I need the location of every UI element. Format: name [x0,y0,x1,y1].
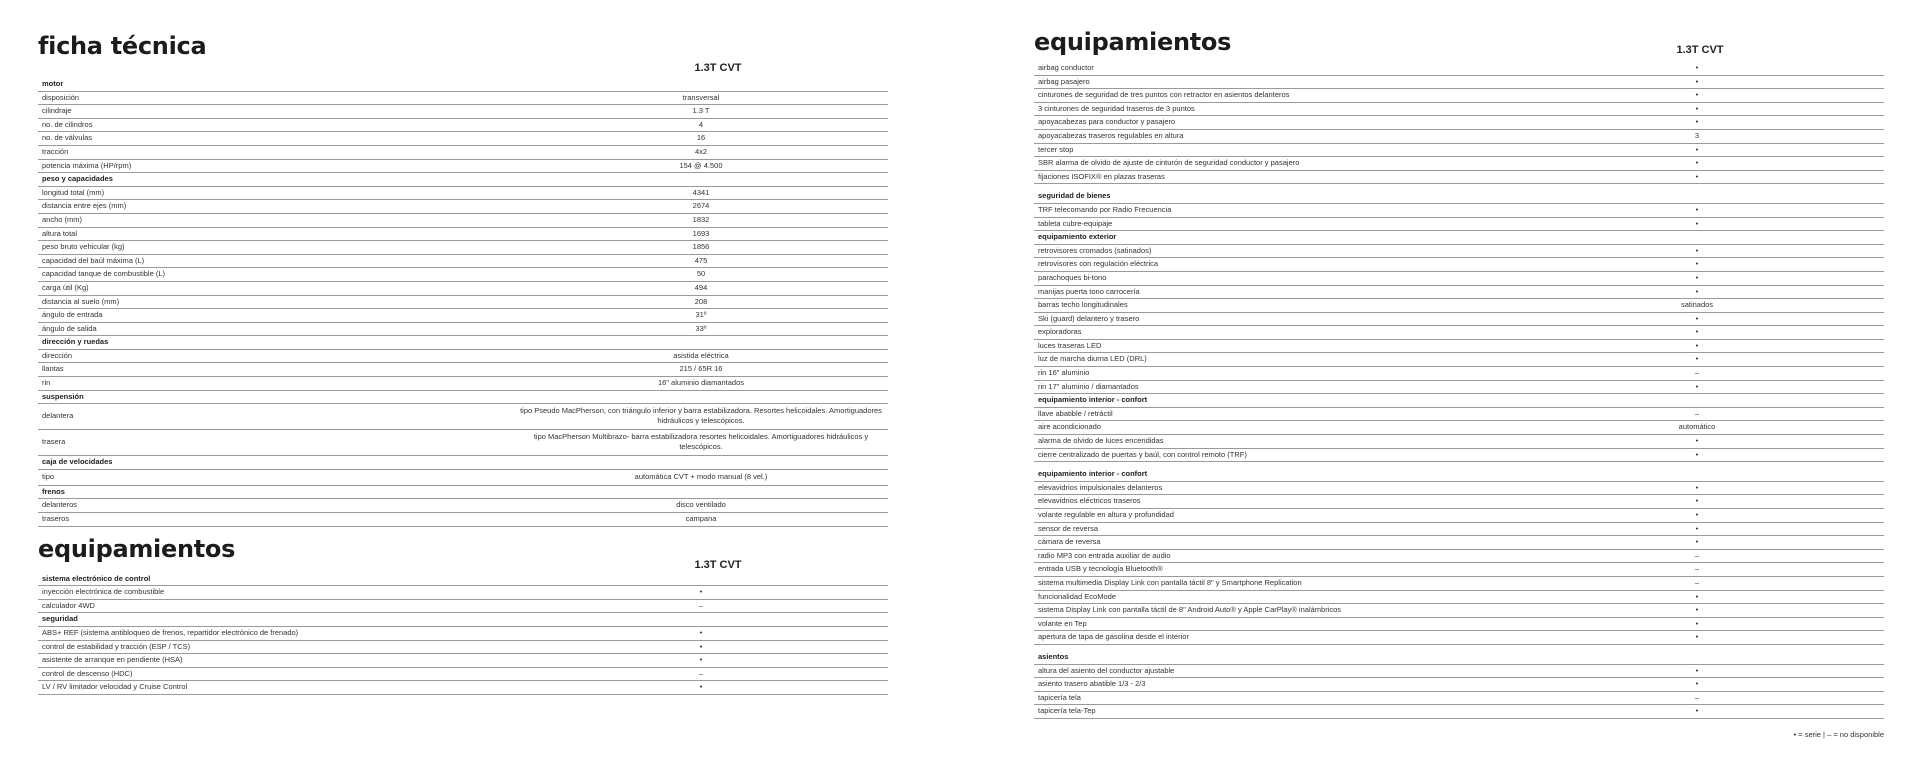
table-row [1034,285,1884,299]
left-column [38,30,888,695]
table-row [1034,143,1884,157]
group-header-row [38,390,888,404]
row-label: ángulo de entrada [38,309,514,323]
group-title: asientos [1034,651,1884,664]
row-label: inyección electrónica de combustible [38,586,514,600]
row-value: • [1510,326,1884,340]
table-row [38,200,888,214]
row-value: 4 [514,118,888,132]
row-value: • [1510,271,1884,285]
row-value: – [514,599,888,613]
row-label: no. de válvulas [38,132,514,146]
row-value: asistida eléctrica [514,349,888,363]
row-value: – [514,667,888,681]
table-row [1034,170,1884,184]
table-row [38,599,888,613]
table-row [1034,576,1884,590]
table-row [1034,617,1884,631]
row-label: retrovisores con regulación eléctrica [1034,258,1510,272]
group-title: seguridad [38,613,888,627]
row-label: radio MP3 con entrada auxiliar de audio [1034,549,1510,563]
row-value: • [1510,157,1884,171]
table-row [1034,380,1884,394]
row-label: asistente de arranque en pendiente (HSA) [38,654,514,668]
equip-left-title: equipamientos [38,534,236,563]
table-row [38,469,888,485]
row-label: elevavidrios eléctricos traseros [1034,495,1510,509]
row-label: tapicería tela [1034,691,1510,705]
row-label: calculador 4WD [38,599,514,613]
row-value: • [514,640,888,654]
row-label: traseros [38,513,514,527]
table-row [38,627,888,641]
row-label: trasera [38,430,514,456]
table-row [38,654,888,668]
row-value: • [1510,380,1884,394]
table-row [1034,62,1884,75]
table-row [38,404,888,430]
row-value: • [1510,339,1884,353]
row-label: SBR alarma de olvido de ajuste de cinturón de seguridad conductor y pasajero [1034,157,1510,171]
row-value: – [1510,576,1884,590]
row-label: sistema multimedia Display Link con pantalla táctil 8" y Smartphone Replication [1034,576,1510,590]
row-label: aire acondicionado [1034,421,1510,435]
row-label: tableta cubre-equipaje [1034,217,1510,231]
row-label: tracción [38,145,514,159]
row-value: • [1510,481,1884,495]
row-label: cámara de reversa [1034,536,1510,550]
row-value: • [1510,705,1884,719]
row-label: rin 16" aluminio [1034,367,1510,381]
group-header-row [1034,190,1884,203]
table-row [1034,326,1884,340]
table-row [38,513,888,527]
row-value: – [1510,549,1884,563]
row-value: • [1510,522,1884,536]
group-title: caja de velocidades [38,456,888,470]
row-value: • [1510,75,1884,89]
row-value: satinados [1510,299,1884,313]
ficha-title: ficha técnica [38,32,207,60]
row-value: • [1510,678,1884,692]
row-value: • [1510,312,1884,326]
group-header-row [38,613,888,627]
table-row [1034,691,1884,705]
table-row [38,186,888,200]
equip-left-variant: 1.3T CVT [694,558,742,571]
row-value: tipo MacPherson Multibrazo- barra estabilizadora resortes helicoidales. Amortiguadores hidráulicos y telescópicos. [514,430,888,456]
table-row [1034,522,1884,536]
row-label: ángulo de salida [38,322,514,336]
table-row [38,640,888,654]
row-label: LV / RV limitador velocidad y Cruise Control [38,681,514,695]
row-label: airbag pasajero [1034,75,1510,89]
table-row [38,430,888,456]
row-label: fijaciones ISOFIX® en plazas traseras [1034,170,1510,184]
row-label: cinturones de seguridad de tres puntos con retractor en asientos delanteros [1034,89,1510,103]
row-value: 215 / 65R 16 [514,363,888,377]
table-row [38,91,888,105]
row-label: capacidad tanque de combustible (L) [38,268,514,282]
table-row [38,349,888,363]
equip-right-table [1034,62,1884,719]
row-label: Ski (guard) delantero y trasero [1034,312,1510,326]
table-row [38,132,888,146]
table-row [1034,89,1884,103]
row-value: – [1510,407,1884,421]
row-label: control de descenso (HDC) [38,667,514,681]
row-value: campana [514,513,888,527]
legend-footnote: • = serie | – = no disponible [1793,730,1884,739]
row-label: barras techo longitudinales [1034,299,1510,313]
row-value: • [1510,664,1884,678]
row-label: delantera [38,404,514,430]
table-row [38,241,888,255]
table-row [38,681,888,695]
row-value: 2674 [514,200,888,214]
table-row [1034,244,1884,258]
row-value: 1693 [514,227,888,241]
table-row [1034,435,1884,449]
table-row [1034,481,1884,495]
table-row [38,377,888,391]
row-label: capacidad del baúl máxima (L) [38,254,514,268]
row-label: cilindraje [38,105,514,119]
row-label: llantas [38,363,514,377]
row-label: apoyacabezas para conductor y pasajero [1034,116,1510,130]
table-row [1034,102,1884,116]
table-row [1034,549,1884,563]
table-row [1034,563,1884,577]
row-label: luces traseras LED [1034,339,1510,353]
row-value: automático [1510,421,1884,435]
equip-right-variant: 1.3T CVT [1676,44,1724,56]
table-row [38,254,888,268]
row-value: • [1510,258,1884,272]
row-label: rin 17" aluminio / diamantados [1034,380,1510,394]
group-header-row [38,573,888,586]
row-value: transversal [514,91,888,105]
row-label: distancia al suelo (mm) [38,295,514,309]
table-row [1034,705,1884,719]
table-row [1034,631,1884,645]
row-label: luz de marcha diurna LED (DRL) [1034,353,1510,367]
group-title: dirección y ruedas [38,336,888,350]
row-value: • [1510,604,1884,618]
table-row [1034,367,1884,381]
row-label: tipo [38,469,514,485]
row-value: automática CVT + modo manual (8 vel.) [514,469,888,485]
row-value: • [1510,244,1884,258]
table-row [1034,116,1884,130]
row-label: potencia máxima (HP/rpm) [38,159,514,173]
table-row [1034,312,1884,326]
row-value: • [514,681,888,695]
group-header-row [38,78,888,91]
group-title: motor [38,78,888,91]
row-value: • [514,627,888,641]
table-row [38,145,888,159]
row-label: elevavidrios impulsionales delanteros [1034,481,1510,495]
table-row [1034,664,1884,678]
group-title: equipamiento interior - confort [1034,394,1884,408]
group-title: equipamiento exterior [1034,231,1884,245]
row-label: volante regulable en altura y profundidad [1034,509,1510,523]
equip-left-table [38,573,888,695]
row-label: exploradoras [1034,326,1510,340]
row-label: tapicería tela-Tep [1034,705,1510,719]
group-title: peso y capacidades [38,173,888,187]
table-row [1034,271,1884,285]
row-label: TRF telecomando por Radio Frecuencia [1034,203,1510,217]
table-row [38,105,888,119]
row-label: cierre centralizado de puertas y baúl, con control remoto (TRF) [1034,448,1510,462]
row-label: apertura de tapa de gasolina desde el interior [1034,631,1510,645]
row-value: • [1510,435,1884,449]
group-header-row [38,173,888,187]
table-row [1034,129,1884,143]
group-header-row [1034,231,1884,245]
row-value: – [1510,691,1884,705]
ficha-table [38,78,888,527]
group-title: equipamiento interior - confort [1034,468,1884,481]
ficha-header [38,30,888,78]
row-label: ABS+ REF (sistema antibloqueo de frenos, repartidor electrónico de frenado) [38,627,514,641]
row-label: tercer stop [1034,143,1510,157]
row-value: – [1510,367,1884,381]
row-label: sistema Display Link con pantalla táctil de 8" Android Auto® y Apple CarPlay® inalámbricos [1034,604,1510,618]
row-value: • [1510,617,1884,631]
row-label: manijas puerta tono carrocería [1034,285,1510,299]
row-value: 4341 [514,186,888,200]
row-value: 1832 [514,213,888,227]
table-row [38,268,888,282]
table-row [38,586,888,600]
group-header-row [38,336,888,350]
row-label: dirección [38,349,514,363]
row-value: disco ventilado [514,499,888,513]
row-label: control de estabilidad y tracción (ESP / TCS) [38,640,514,654]
row-value: 31º [514,309,888,323]
row-label: distancia entre ejes (mm) [38,200,514,214]
equip-right-header [1034,26,1884,62]
row-value: tipo Pseudo MacPherson, con triángulo inferior y barra estabilizadora. Resortes helicoidales. Amortiguadores hidráulicos y telescópicos. [514,404,888,430]
table-row [1034,448,1884,462]
table-row [1034,299,1884,313]
row-label: sensor de reversa [1034,522,1510,536]
row-label: 3 cinturones de seguridad traseros de 3 puntos [1034,102,1510,116]
table-row [38,322,888,336]
row-value: 50 [514,268,888,282]
table-row [1034,421,1884,435]
row-value: • [1510,353,1884,367]
row-value: 154 @ 4.500 [514,159,888,173]
row-value: 4x2 [514,145,888,159]
row-value: • [1510,536,1884,550]
ficha-variant: 1.3T CVT [694,62,742,74]
table-row [1034,258,1884,272]
group-title: sistema electrónico de control [38,573,888,586]
row-value: 3 [1510,129,1884,143]
group-header-row [1034,651,1884,664]
row-label: retrovisores cromados (satinados) [1034,244,1510,258]
row-label: altura del asiento del conductor ajustable [1034,664,1510,678]
table-row [1034,353,1884,367]
table-row [38,667,888,681]
row-value: • [1510,62,1884,75]
row-label: rin [38,377,514,391]
table-row [38,309,888,323]
table-row [1034,203,1884,217]
row-value: 208 [514,295,888,309]
group-header-row [38,485,888,499]
equip-right-title: equipamientos [1034,28,1232,56]
row-value: 16 [514,132,888,146]
row-label: entrada USB y tecnología Bluetooth® [1034,563,1510,577]
row-value: • [1510,102,1884,116]
row-value: 1856 [514,241,888,255]
row-value: 33º [514,322,888,336]
row-value: 494 [514,281,888,295]
row-label: parachoques bi-tono [1034,271,1510,285]
table-row [1034,590,1884,604]
table-row [38,499,888,513]
group-title: suspensión [38,390,888,404]
row-value: 16" aluminio diamantados [514,377,888,391]
row-value: • [1510,116,1884,130]
row-value: • [1510,448,1884,462]
row-label: longitud total (mm) [38,186,514,200]
group-header-row [38,456,888,470]
table-row [1034,678,1884,692]
row-label: altura total [38,227,514,241]
row-label: volante en Tep [1034,617,1510,631]
row-value: • [1510,495,1884,509]
row-label: llave abatible / retráctil [1034,407,1510,421]
row-label: apoyacabezas traseros regulables en altura [1034,129,1510,143]
table-row [1034,339,1884,353]
row-value: • [1510,143,1884,157]
group-header-row [1034,394,1884,408]
table-row [38,118,888,132]
row-value: 475 [514,254,888,268]
table-row [1034,217,1884,231]
table-row [1034,495,1884,509]
table-row [1034,536,1884,550]
row-label: no. de cilindros [38,118,514,132]
group-header-row [1034,468,1884,481]
row-value: 1.3 T [514,105,888,119]
table-row [38,159,888,173]
table-row [1034,604,1884,618]
row-value: • [1510,590,1884,604]
row-value: – [1510,563,1884,577]
row-value: • [1510,631,1884,645]
row-value: • [1510,89,1884,103]
row-value: • [1510,217,1884,231]
equip-left-header [38,533,888,573]
row-label: peso bruto vehicular (kg) [38,241,514,255]
row-label: delanteros [38,499,514,513]
row-value: • [1510,285,1884,299]
row-value: • [514,654,888,668]
table-row [1034,407,1884,421]
table-row [38,363,888,377]
row-value: • [1510,509,1884,523]
group-title: frenos [38,485,888,499]
row-value: • [514,586,888,600]
row-label: alarma de olvido de luces encendidas [1034,435,1510,449]
row-label: disposición [38,91,514,105]
right-column [1034,26,1884,719]
table-row [38,281,888,295]
row-value: • [1510,203,1884,217]
table-row [38,227,888,241]
table-row [38,295,888,309]
row-label: ancho (mm) [38,213,514,227]
group-title: seguridad de bienes [1034,190,1884,203]
table-row [1034,509,1884,523]
row-value: • [1510,170,1884,184]
table-row [1034,75,1884,89]
table-row [38,213,888,227]
row-label: carga útil (Kg) [38,281,514,295]
row-label: asiento trasero abatible 1/3 - 2/3 [1034,678,1510,692]
table-row [1034,157,1884,171]
row-label: airbag conductor [1034,62,1510,75]
row-label: funcionalidad EcoMode [1034,590,1510,604]
